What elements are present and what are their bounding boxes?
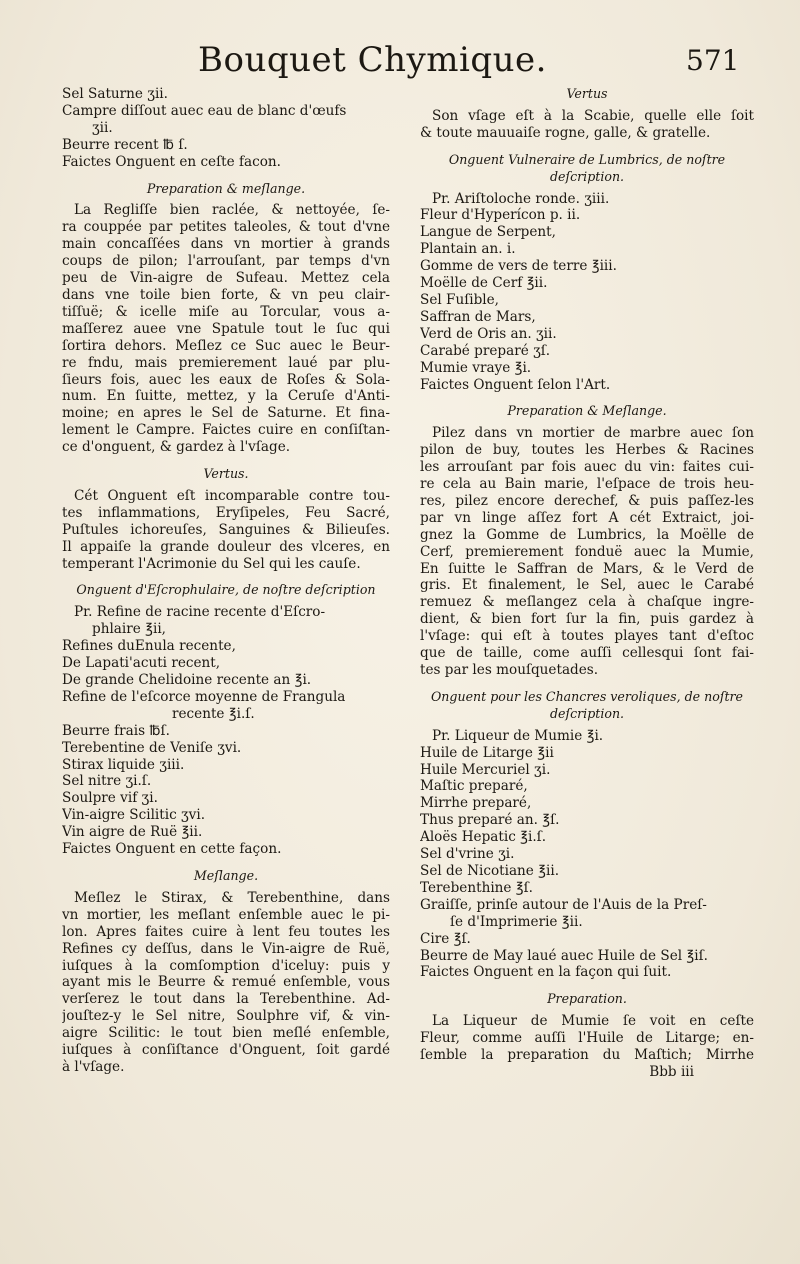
ingredient-list	[420, 728, 754, 982]
text-line: dans vne toile bien forte, & vn peu clair-	[62, 286, 390, 303]
ingredient: Aloës Hepatic ℥i.ſ.	[420, 829, 547, 846]
ingredient: Verd de Oris an. ʒii.	[420, 325, 557, 342]
recipe-line: Sel Saturne ʒii.	[62, 86, 168, 102]
text-line: Puſtules ichoreuſes, Sanguines & Bilieuſes.	[62, 521, 390, 538]
section-heading: Preparation.	[547, 991, 627, 1007]
text-line: iuſques à la comſomption d'iceluy: puis y	[62, 957, 390, 974]
prep-paragraph	[62, 202, 390, 456]
text-line: La Regliſſe bien raclée, & nettoyée, ſe-	[74, 202, 390, 219]
text-line: En ſuitte le Saffran de Mars, & le Verd de	[420, 560, 754, 577]
text-line: par vn linge aſſez fort A cét Extraict, joi-	[420, 509, 754, 526]
text-line: La Liqueur de Mumie ſe voit en ceſte	[432, 1013, 754, 1030]
ingredient: Terebenthine ℥ſ.	[420, 879, 533, 896]
text-line: gris. Et finalement, le Sel, auec le Carabé	[420, 577, 754, 594]
ingredient: Faictes Onguent en cette façon.	[62, 841, 282, 858]
ingredient: Faictes Onguent ſelon l'Art.	[420, 376, 611, 393]
text-line: re cela au Bain marie, l'eſpace de trois heu-	[420, 476, 754, 493]
ingredient: Pr. Ariſtoloche ronde. ʒiii.	[432, 190, 610, 207]
ingredient: Saffran de Mars,	[420, 308, 536, 325]
section-heading: Onguent Vulneraire de Lumbrics, de noſtre	[448, 151, 726, 167]
ingredient-list	[420, 191, 754, 394]
text-line: lement le Campre. Faictes cuire en conſiſtan-	[62, 422, 390, 439]
text-line: les arrouſant par fois auec du vin: faites cui-	[420, 459, 754, 476]
page-header	[0, 36, 800, 86]
text-line: ſortira dehors. Meſlez ce Suc auec le Beur-	[62, 337, 390, 354]
ingredient: Faictes Onguent en la façon qui ſuit.	[420, 964, 672, 981]
ingredient: Sel Fuſible,	[420, 291, 500, 308]
prep2-paragraph	[420, 1013, 754, 1064]
ingredient: Mirrhe preparé,	[420, 795, 532, 812]
section-heading: Meſlange.	[193, 867, 259, 883]
ingredient: Moëlle de Cerf ℥ii.	[420, 275, 548, 292]
ingredient: Refine de l'eſcorce moyenne de Frangula	[62, 688, 346, 705]
section-heading: deſcription.	[549, 168, 625, 184]
ingredient: Vin-aigre Scilitic ʒvi.	[62, 807, 206, 824]
ingredient: Stirax liquide ʒiii.	[62, 756, 185, 773]
section-heading: deſcription.	[549, 705, 625, 721]
ingredient: Pr. Liqueur de Mumie ℥i.	[432, 727, 604, 744]
page-number: 571	[686, 44, 740, 77]
text-line: Fleur, comme auſſi l'Huile de Litarge; en-	[420, 1030, 754, 1047]
meslange-paragraph	[62, 890, 390, 1076]
text-line: vn mortier, les meſlant enſemble auec le pi-	[62, 906, 390, 923]
recipe-top	[62, 86, 390, 171]
ingredient: Langue de Serpent,	[420, 224, 556, 241]
text-line: lon. Apres faites cuire à lent feu toutes les	[62, 923, 390, 940]
text-line: Cét Onguent eſt incomparable contre tou-	[74, 487, 390, 504]
section-heading: Onguent d'Eſcrophulaire, de noſtre deſcription	[76, 582, 376, 598]
ingredient: Cire ℥ſ.	[420, 930, 471, 947]
ingredient: Huile Mercuriel ʒi.	[420, 761, 551, 778]
running-title: Bouquet Chymique.	[198, 40, 547, 80]
ingredient: Carabé preparé ʒſ.	[420, 342, 551, 359]
section-heading: Preparation & meſlange.	[146, 180, 306, 196]
text-line: temperant l'Acrimonie du Sel qui les cauſe.	[62, 555, 361, 572]
text-line: iuſques à conſiſtance d'Onguent, ſoit gardé	[62, 1042, 390, 1059]
ingredient: Beurre de May laué auec Huile de Sel ℥iſ.	[420, 947, 708, 964]
text-line: ſemble la preparation du Maſtich; Mirrhe	[420, 1047, 754, 1064]
ingredient: Maſtic preparé,	[420, 778, 528, 795]
text-line: à l'vſage.	[62, 1058, 125, 1075]
text-line: que de taille, come auſſi cellesqui ſont fai-	[420, 645, 754, 662]
right-column	[420, 86, 754, 1081]
text-line: jouſtez-y le Sel nitre, Soulphre vif, & vin-	[62, 1008, 390, 1025]
ingredient: Vin aigre de Ruë ℥ii.	[62, 824, 203, 841]
ingredient: Graiſſe, prinſe autour de l'Auis de la Preſ-	[420, 896, 707, 913]
vertus-paragraph	[62, 488, 390, 573]
text-line: Cerf, premierement fonduë auec la Mumie,	[420, 543, 754, 560]
text-line: ce d'onguent, & gardez à l'vſage.	[62, 439, 291, 456]
text-line: main concaſſées dans vn mortier à grands	[62, 236, 390, 253]
ingredient: recente ℥i.ſ.	[172, 705, 255, 722]
text-line: & toute mauuaiſe rogne, galle, & gratelle.	[420, 124, 711, 141]
ingredient: Huile de Litarge ℥ii	[420, 744, 554, 761]
text-line: coups de pilon; l'arrouſant, par temps d'vn	[62, 253, 390, 270]
text-line: ayant mis le Beurre & remué enſemble, vous	[62, 974, 390, 991]
text-line: tes inflammations, Eryſipeles, Feu Sacré,	[62, 504, 390, 521]
text-line: pilon de buy, toutes les Herbes & Racines	[420, 442, 754, 459]
ingredient: De Lapati'acuti recent,	[62, 655, 221, 672]
ingredient: Fleur d'Hyperícon p. ii.	[420, 207, 581, 224]
text-line: Son vſage eſt à la Scabie, quelle elle ſoit	[432, 107, 754, 124]
ingredient: Sel d'vrine ʒi.	[420, 846, 515, 863]
recipe-line: ʒii.	[92, 119, 113, 136]
ingredient: Plantain an. i.	[420, 241, 516, 258]
text-line: moine; en apres le Sel de Saturne. Et fina-	[62, 405, 390, 422]
section-heading: Vertus	[566, 86, 608, 101]
ingredient: Beurre frais ℔ſ.	[62, 722, 170, 739]
ingredient: Sel de Nicotiane ℥ii.	[420, 862, 560, 879]
ingredient: Terebentine de Veniſe ʒvi.	[62, 739, 242, 756]
signature-mark: Bbb iii	[649, 1063, 694, 1080]
text-line: tiſſuë; & icelle miſe au Torcular, vous a-	[62, 303, 390, 320]
section-heading: Vertus.	[203, 466, 249, 482]
ingredient: Mumie vraye ℥i.	[420, 359, 532, 376]
text-line: l'vſage: qui eſt à toutes playes tant d'eſtoc	[420, 628, 754, 645]
text-line: ra couppée par petites taleoles, & tout d'vne	[62, 219, 390, 236]
text-line: aigre Scilitic: le tout bien meſlé enſemble,	[62, 1025, 390, 1042]
text-line: tes par les mouſquetades.	[420, 662, 599, 678]
recipe-line: Beurre recent ℔ ſ.	[62, 136, 188, 153]
text-line: Meſlez le Stirax, & Terebenthine, dans	[74, 889, 390, 906]
vertus-paragraph	[420, 108, 754, 142]
section-heading: Onguent pour les Chancres veroliques, de noſtre	[430, 688, 744, 704]
text-line: peu de Vin-aigre de Sufeau. Mettez cela	[62, 270, 390, 287]
text-line: Refines cy deſſus, dans le Vin-aigre de Ruë,	[62, 940, 390, 957]
text-line: dient, & bien fort ſur la fin, puis gardez à	[420, 611, 754, 628]
ingredient: De grande Chelidoine recente an ℥i.	[62, 672, 312, 688]
text-line: maſſerez auee vne Spatule tout le ſuc qui	[62, 320, 390, 337]
ingredient: phlaire ℥ii,	[92, 621, 166, 638]
left-column	[62, 86, 390, 1076]
recipe-line: Campre diſſout auec eau de blanc d'œufs	[62, 102, 347, 119]
ingredient: ſe d'Imprimerie ℥ii.	[450, 913, 583, 930]
ingredient: Pr. Refine de racine recente d'Eſcro-	[74, 604, 326, 621]
ingredient: Soulpre vif ʒi.	[62, 790, 158, 807]
ingredient: Gomme de vers de terre ℥iii.	[420, 258, 617, 275]
text-line: res, pilez encore derechef, & puis paſſez-les	[420, 492, 754, 509]
ingredient-list	[62, 604, 390, 858]
section-heading: Preparation & Meſlange.	[507, 403, 667, 419]
text-line: Pilez dans vn mortier de marbre auec ſon	[432, 425, 754, 442]
text-line: remuez & meſlangez cela à chaſque ingre-	[420, 594, 754, 611]
text-line: num. En ſuitte, mettez, y la Ceruſe d'Anti-	[62, 388, 390, 405]
ingredient: Sel nitre ʒi.ſ.	[62, 773, 152, 790]
prep-paragraph	[420, 425, 754, 679]
text-line: Il appaiſe la grande douleur des vlceres, en	[62, 538, 390, 555]
text-line: verſerez le tout dans la Terebenthine. Ad-	[62, 991, 390, 1008]
ingredient: Refines duEnula recente,	[62, 638, 236, 655]
recipe-line: Faictes Onguent en ceſte facon.	[62, 153, 281, 170]
text-line: ſieurs fois, auec les eaux de Roſes & Sola-	[62, 371, 390, 388]
text-line: re fndu, mais premierement laué par plu-	[62, 354, 390, 371]
ingredient: Thus preparé an. ℥ſ.	[420, 812, 560, 829]
text-line: gnez la Gomme de Lumbrics, la Moëlle de	[420, 526, 754, 543]
